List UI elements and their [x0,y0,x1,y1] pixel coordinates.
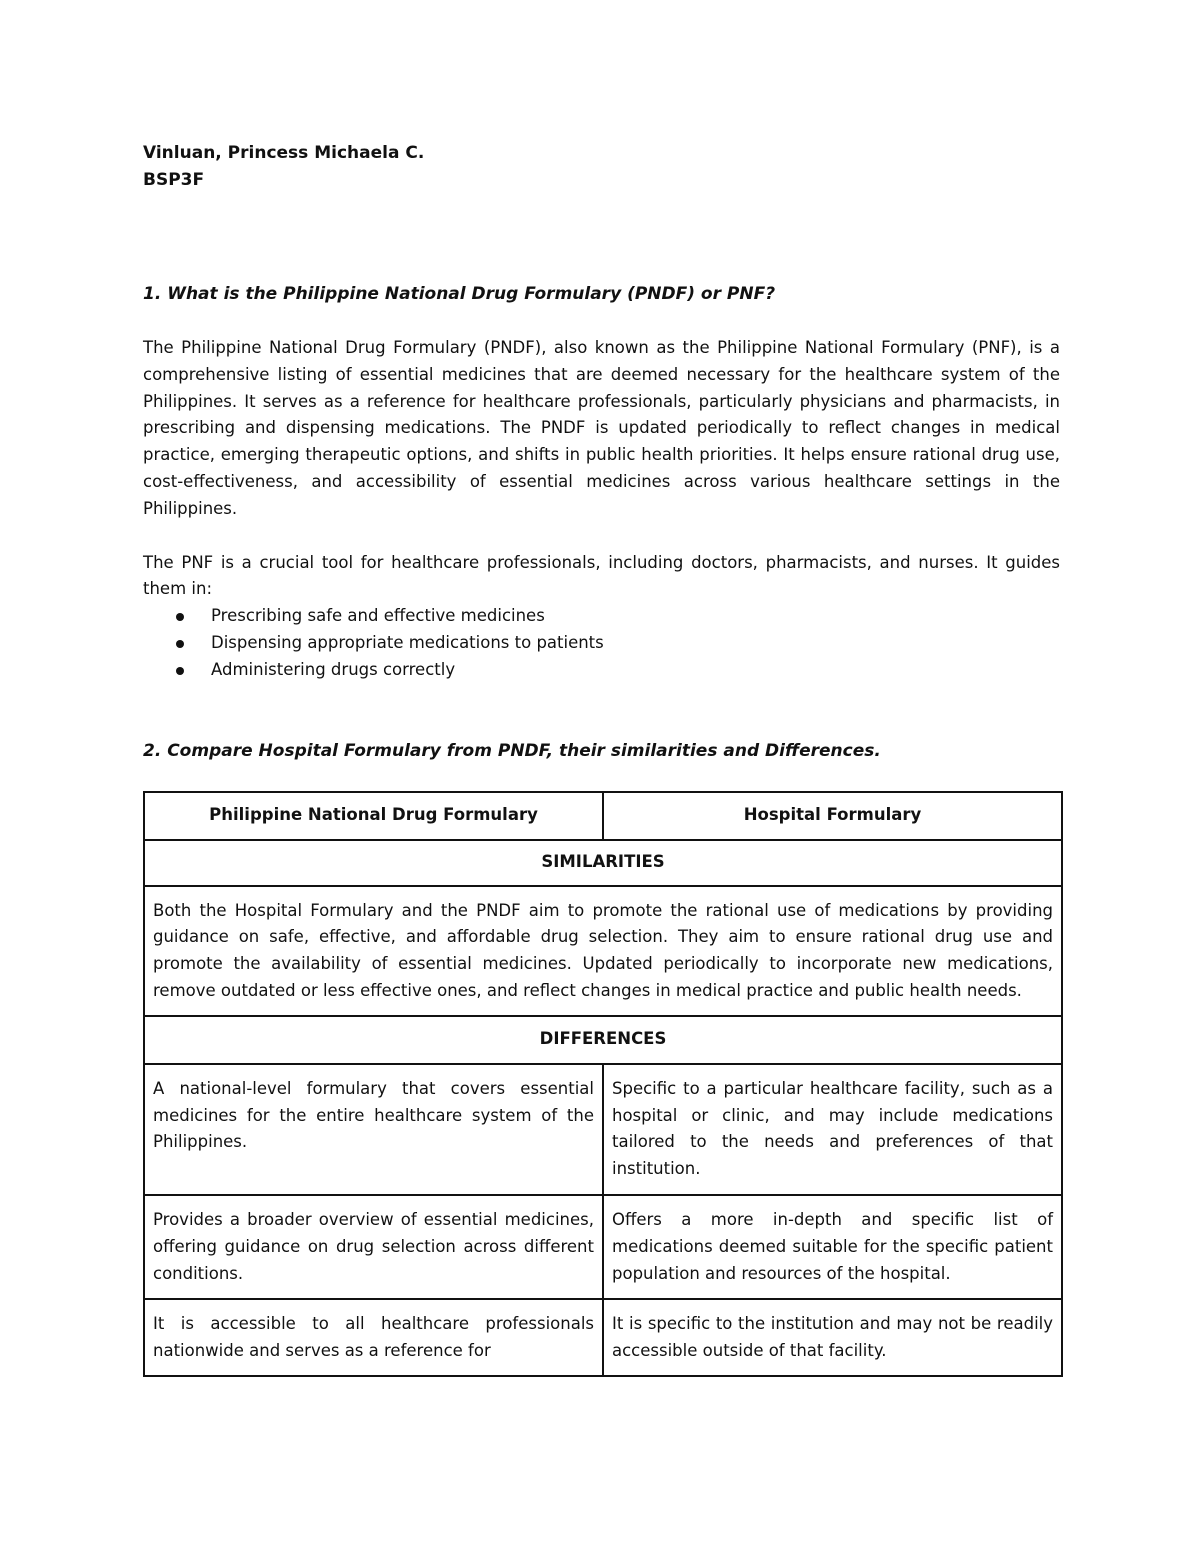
pndf-difference-cell: Provides a broader overview of essential medicines, offering guidance on drug selection across different conditions. [144,1195,603,1299]
table-row [144,1064,1062,1195]
author-section: BSP3F [143,170,205,190]
bullet-text: Prescribing safe and effective medicines [211,606,545,626]
table-row [144,1195,1062,1299]
question-2-heading: 2. Compare Hospital Formulary from PNDF, their similarities and Differences. [143,740,881,761]
bullet-text: Administering drugs correctly [211,659,456,679]
pndf-column-header: Philippine National Drug Formulary [144,792,603,840]
q1-paragraph-2: The PNF is a crucial tool for healthcare professionals, including doctors, pharmacists, and nurses. It guides them in: [143,552,1060,599]
comparison-table [143,791,1063,1377]
similarities-header-row [144,840,1062,886]
table-row [144,1299,1062,1376]
q1-paragraph-1: The Philippine National Drug Formulary (PNDF), also known as the Philippine National Formulary (PNF), is a comprehensive listing of essential medicines that are deemed necessary for the healthcare system of the Philippines. It serves as a reference for healthcare professionals, particularly physicians and pharmacists, in prescribing and dispensing medications. The PNDF is updated periodically to reflect changes in medical practice, emerging therapeutic options, and shifts in public health priorities. It helps ensure rational drug use, cost-effectiveness, and accessibility of essential medicines across various healthcare settings in the Philippines. [143,338,1060,518]
q1-bullet-list [143,603,1060,683]
hospital-difference-cell: Offers a more in-depth and specific list of medications deemed suitable for the specific patient population and resources of the hospital. [603,1195,1062,1299]
hospital-difference-cell: Specific to a particular healthcare facility, such as a hospital or clinic, and may include medications tailored to the needs and preferences of that institution. [603,1064,1062,1195]
hospital-difference-cell: It is specific to the institution and may not be readily accessible outside of that facility. [603,1299,1062,1376]
differences-header-row [144,1016,1062,1064]
document-page [143,140,1060,1377]
author-name: Vinluan, Princess Michaela C. [143,143,425,163]
list-item [143,603,1060,630]
pndf-difference-cell: A national-level formulary that covers essential medicines for the entire healthcare system of the Philippines. [144,1064,603,1195]
hospital-column-header: Hospital Formulary [603,792,1062,840]
question-1-heading: 1. What is the Philippine National Drug Formulary (PNDF) or PNF? [143,284,776,304]
similarities-text: Both the Hospital Formulary and the PNDF aim to promote the rational use of medications by providing guidance on safe, effective, and affordable drug selection. They aim to ensure rational drug use and promote the availability of essential medicines. Updated periodically to incorporate new medications, remove outdated or less effective ones, and reflect changes in medical practice and public health needs. [144,886,1062,1016]
list-item [143,657,1060,684]
similarities-row [144,886,1062,1016]
bullet-text: Dispensing appropriate medications to patients [211,632,604,652]
similarities-header: SIMILARITIES [144,840,1062,886]
bullet-icon [176,667,184,675]
bullet-icon [176,613,184,621]
table-header-row [144,792,1062,840]
differences-header: DIFFERENCES [144,1016,1062,1064]
bullet-icon [176,640,184,648]
pndf-difference-cell: It is accessible to all healthcare professionals nationwide and serves as a reference for [144,1299,603,1376]
list-item [143,630,1060,657]
